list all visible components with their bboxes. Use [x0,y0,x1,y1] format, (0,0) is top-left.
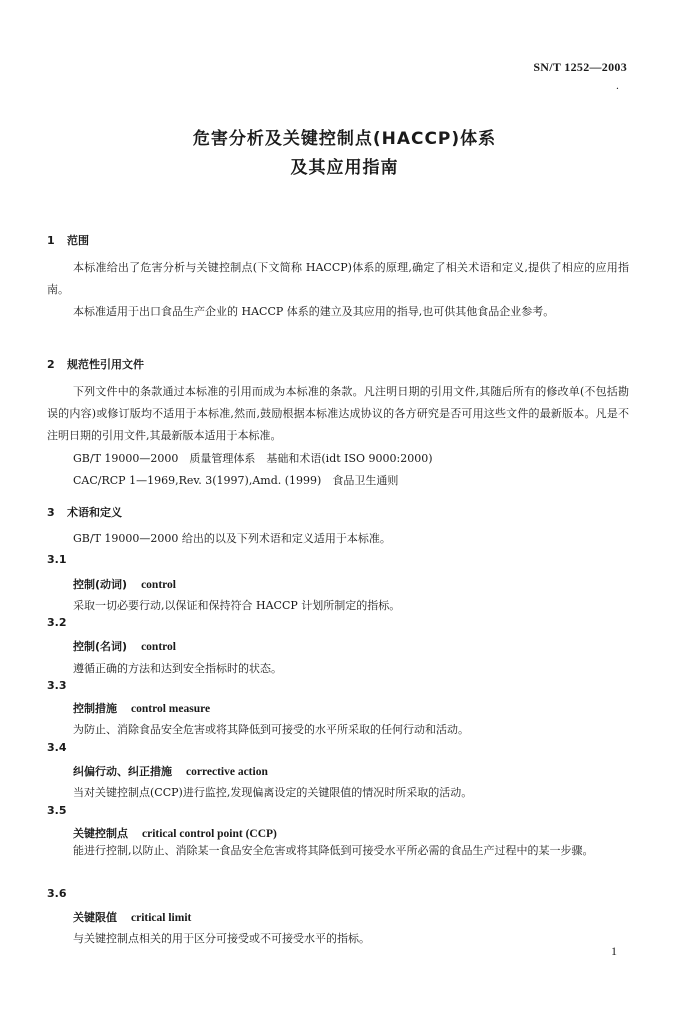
term-definition: 与关键控制点相关的用于区分可接受或不可接受水平的指标。 [73,932,370,945]
term-heading [73,638,176,654]
section-3-intro: GB/T 19000—2000 给出的以及下列术语和定义适用于本标准。 [73,532,391,545]
mark-dot: · [615,84,619,95]
document-title-line2: 及其应用指南 [290,158,399,178]
section-1-title: 范围 [67,234,89,247]
term-chinese: 关键限值 [73,911,117,924]
term-number: 3.6 [47,887,67,900]
section-2-heading [47,356,144,372]
section-3-number: 3 [47,506,55,519]
term-number: 3.3 [47,679,67,692]
term-definition: 采取一切必要行动,以保证和保持符合 HACCP 计划所制定的指标。 [73,599,401,612]
term-number: 3.2 [47,616,67,629]
section-1-paragraph-2: 本标准适用于出口食品生产企业的 HACCP 体系的建立及其应用的指导,也可供其他食品企业参考。 [73,305,555,318]
section-1-number: 1 [47,234,55,247]
term-heading [73,909,191,925]
term-definition: 能进行控制,以防止、消除某一食品安全危害或将其降低到可接受水平所必需的食品生产过程中的某一步骤。 [73,844,594,857]
term-english: critical limit [131,912,192,924]
section-1-paragraph-1: 本标准给出了危害分析与关键控制点(下文简称 HACCP)体系的原理,确定了相关术语和定义,提供了相应的应用指南。 [47,261,629,296]
section-3-title: 术语和定义 [67,506,122,519]
document-title-line1: 危害分析及关键控制点(HACCP)体系 [192,129,497,149]
term-english: control [141,641,176,653]
normative-reference-2: CAC/RCP 1—1969,Rev. 3(1997),Amd. (1999) 食品卫生通则 [73,474,399,487]
term-english: corrective action [186,766,268,778]
term-heading [73,763,268,779]
term-definition: 遵循正确的方法和达到安全指标时的状态。 [73,662,282,675]
term-definition: 当对关键控制点(CCP)进行监控,发现偏离设定的关键限值的情况时所采取的活动。 [73,786,473,799]
section-2-paragraph-1: 下列文件中的条款通过本标准的引用而成为本标准的条款。凡注明日期的引用文件,其随后所有的修改单(不包括勘误的内容)或修订版均不适用于本标准,然而,鼓励根据本标准达成协议的各方研究是否可用这些文件的最新版本。凡是不注明日期的引用文件,其最新版本适用于本标准。 [47,385,629,442]
term-heading [73,700,210,716]
section-1-heading [47,232,89,248]
term-number: 3.4 [47,741,67,754]
term-chinese: 纠偏行动、纠正措施 [73,765,172,778]
section-3-heading [47,504,122,520]
term-english: control [141,579,176,591]
normative-reference-1: GB/T 19000—2000 质量管理体系 基础和术语(idt ISO 9000:2000) [73,452,433,465]
term-english: critical control point (CCP) [142,828,277,840]
section-2-number: 2 [47,358,55,371]
term-chinese: 关键控制点 [73,827,128,840]
term-chinese: 控制(名词) [73,640,128,653]
section-2-title: 规范性引用文件 [67,358,144,371]
term-heading [73,576,176,592]
term-english: control measure [131,703,211,715]
term-heading [73,825,277,841]
standard-number: SN/T 1252—2003 [533,60,627,74]
term-chinese: 控制(动词) [73,578,128,591]
term-number: 3.5 [47,804,67,817]
term-number: 3.1 [47,553,67,566]
term-chinese: 控制措施 [73,702,117,715]
term-definition: 为防止、消除食品安全危害或将其降低到可接受的水平所采取的任何行动和活动。 [73,723,469,736]
page-number: 1 [611,944,617,958]
